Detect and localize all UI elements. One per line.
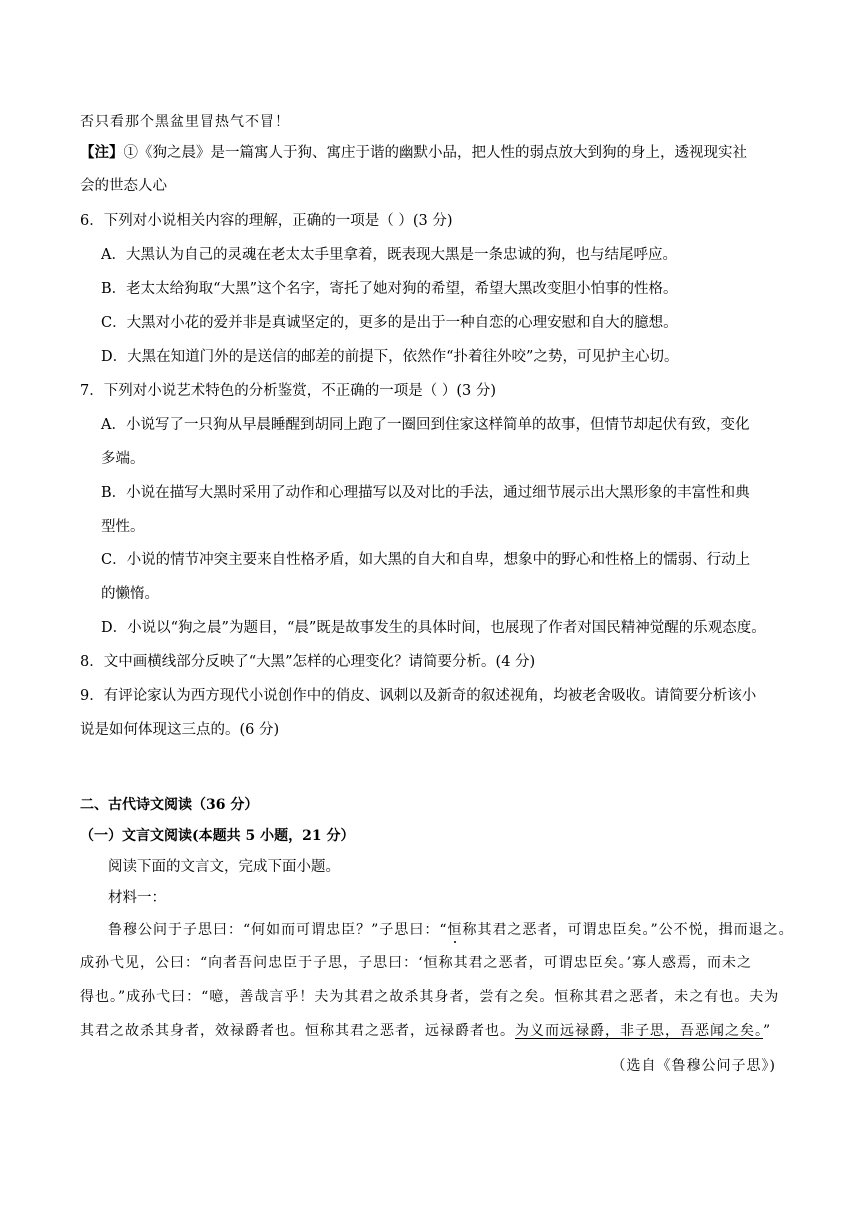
emphasis-dot-char: 恒 bbox=[447, 922, 463, 938]
question-7-option-b-line-1: B．小说在描写大黑时采用了动作和心理描写以及对比的手法，通过细节展示出大黑形象的丰富性和典 bbox=[101, 485, 750, 501]
material-label: 材料一： bbox=[108, 890, 166, 906]
question-7-option-b-line-2: 型性。 bbox=[101, 519, 145, 535]
question-6-option-a: A．大黑认为自己的灵魂在老太太手里拿着，既表现大黑是一条忠诚的狗，也与结尾呼应。 bbox=[101, 247, 677, 263]
passage-line-1-part-1: 鲁穆公问于子思曰：“何如而可谓忠臣？”子思曰：“ bbox=[108, 922, 448, 938]
question-7-option-c-line-2: 的懒惰。 bbox=[101, 586, 159, 602]
passage-line-2: 成孙弋见，公曰：“向者吾问忠臣于子思，子思曰：‘恒称其君之恶者，可谓忠臣矣。’寡人惑焉，而未之 bbox=[80, 955, 753, 971]
question-8-stem: 8．文中画横线部分反映了“大黑”怎样的心理变化？请简要分析。(4 分) bbox=[80, 654, 536, 670]
question-7-option-a-line-1: A．小说写了一只狗从早晨睡醒到胡同上跑了一圈回到住家这样简单的故事，但情节却起伏有致，变化 bbox=[101, 417, 750, 433]
question-9-line-1: 9．有评论家认为西方现代小说创作中的俏皮、讽刺以及新奇的叙述视角，均被老舍吸收。请简要分析该小 bbox=[80, 688, 757, 704]
question-6-option-b: B．老太太给狗取“大黑”这个名字，寄托了她对狗的希望，希望大黑改变胆小怕事的性格。 bbox=[101, 281, 678, 297]
question-7-stem: 7．下列对小说艺术特色的分析鉴赏，不正确的一项是（ ）(3 分) bbox=[80, 383, 496, 399]
note-text-1: ①《狗之晨》是一篇寓人于狗、寓庄于谐的幽默小品，把人性的弱点放大到狗的身上，透视现实社 bbox=[123, 145, 747, 161]
reading-instruction: 阅读下面的文言文，完成下面小题。 bbox=[108, 859, 340, 875]
passage-line-4-part-2: ” bbox=[763, 1023, 772, 1039]
passage-source: （选自《鲁穆公问子思》) bbox=[611, 1058, 776, 1074]
section-2-title: 二、古代诗文阅读（36 分） bbox=[80, 797, 259, 813]
note-label: 【注】 bbox=[80, 144, 124, 161]
passage-tail-line: 否只看那个黑盆里冒热气不冒！ bbox=[80, 114, 290, 130]
passage-line-1 bbox=[108, 920, 794, 940]
section-2-subtitle: （一）文言文阅读(本题共 5 小题，21 分） bbox=[80, 828, 355, 844]
passage-line-4 bbox=[80, 1021, 771, 1041]
passage-line-3: 得也。”成孙弋曰：“噫，善哉言乎！夫为其君之故杀其身者，尝有之矣。恒称其君之恶者，未之有也。夫为 bbox=[80, 989, 780, 1005]
note-line-1 bbox=[80, 143, 747, 163]
passage-line-1-part-2: 称其君之恶者，可谓忠臣矣。”公不悦，揖而退之。 bbox=[462, 922, 794, 938]
question-7-option-d: D．小说以“狗之晨”为题目，“晨”既是故事发生的具体时间，也展现了作者对国民精神觉醒的乐观态度。 bbox=[101, 620, 766, 636]
passage-line-4-part-1: 其君之故杀其身者，效禄爵者也。恒称其君之恶者，远禄爵者也。 bbox=[80, 1023, 515, 1039]
question-9-line-2: 说是如何体现这三点的。(6 分) bbox=[80, 722, 280, 738]
underlined-sentence: 为义而远禄爵，非子思，吾恶闻之矣。 bbox=[515, 1023, 763, 1039]
question-6-option-c: C．大黑对小花的爱并非是真诚坚定的，更多的是出于一种自恋的心理安慰和自大的臆想。 bbox=[101, 315, 678, 331]
question-6-stem: 6．下列对小说相关内容的理解，正确的一项是（ ）(3 分) bbox=[80, 213, 453, 229]
question-7-option-c-line-1: C．小说的情节冲突主要来自性格矛盾，如大黑的自大和自卑，想象中的野心和性格上的懦弱、行动上 bbox=[101, 552, 751, 568]
note-line-2: 会的世态人心 bbox=[80, 178, 167, 194]
question-6-option-d: D．大黑在知道门外的是送信的邮差的前提下，依然作“扑着往外咬”之势，可见护主心切。 bbox=[101, 349, 679, 365]
question-7-option-a-line-2: 多端。 bbox=[101, 451, 145, 467]
